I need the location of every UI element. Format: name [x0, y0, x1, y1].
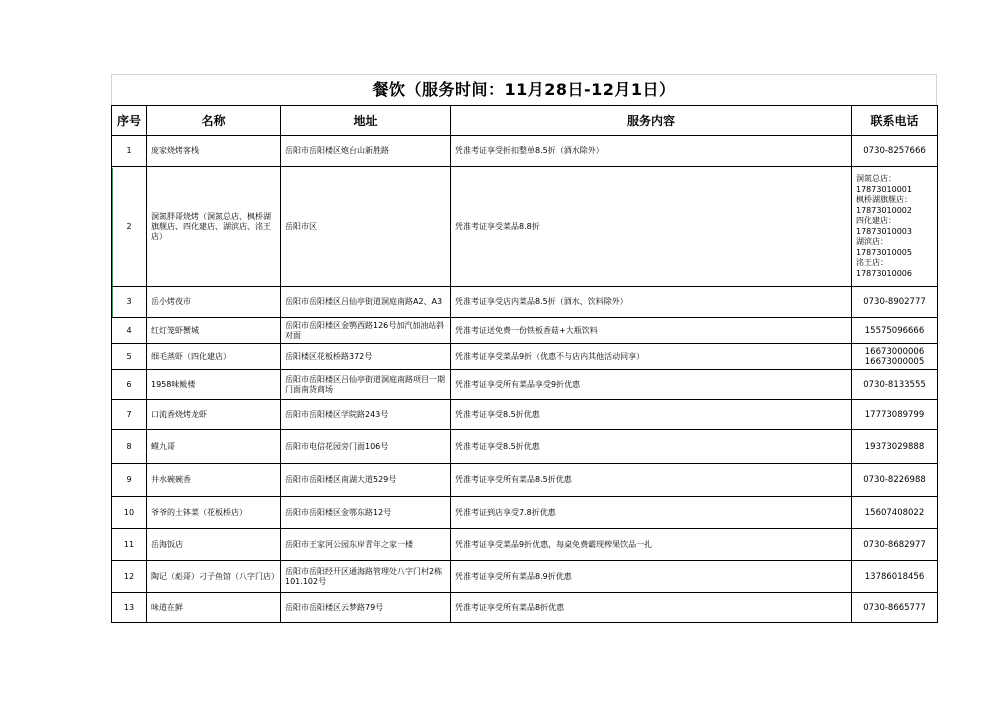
- cell-name: 蟆九哥: [147, 430, 281, 464]
- cell-address: 岳阳市王家河公园东岸青年之家一楼: [281, 529, 451, 561]
- cell-phone: 13786018456: [852, 561, 938, 593]
- cell-service: 凭准考证享受所有菜品享受9折优惠: [451, 370, 852, 400]
- cell-phone: 0730-8682977: [852, 529, 938, 561]
- phone-line: 17873010006: [856, 268, 912, 278]
- phone-line: 17873010005: [856, 247, 912, 257]
- cell-seq: 12: [112, 561, 147, 593]
- cell-seq: 4: [112, 318, 147, 344]
- cell-seq: 2: [112, 167, 147, 287]
- cell-service: 凭准考证享受8.5折优惠: [451, 430, 852, 464]
- table-row: [112, 529, 938, 561]
- cell-phone: 19373029888: [852, 430, 938, 464]
- cell-phone: 0730-8665777: [852, 593, 938, 623]
- cell-phone: 15607408022: [852, 497, 938, 529]
- cell-address: 岳阳市岳阳楼区金鄂东路12号: [281, 497, 451, 529]
- phone-line: 湖滨店：: [856, 237, 888, 246]
- cell-seq: 5: [112, 344, 147, 370]
- cell-service: 凭准考证享受菜品9折优惠，每桌免费霸现榨果饮品一扎: [451, 529, 852, 561]
- cell-service: 凭准考证到店享受7.8折优惠: [451, 497, 852, 529]
- table-row: [112, 430, 938, 464]
- cell-phone: 0730-8902777: [852, 287, 938, 318]
- table-row: [112, 287, 938, 318]
- phone-line: 洺王店：: [856, 258, 888, 267]
- header-seq: 序号: [112, 106, 147, 136]
- cell-service: 凭准考证享受所有菜品8.5折优惠: [451, 464, 852, 497]
- cell-seq: 11: [112, 529, 147, 561]
- cell-name: 1958味鲅楼: [147, 370, 281, 400]
- phone-line: 17873010002: [856, 205, 912, 215]
- cell-address: 岳阳市岳阳经开区通海路管理处八字门村2栋 101.102号: [281, 561, 451, 593]
- cell-address: 岳阳市岳阳楼区南湖大道529号: [281, 464, 451, 497]
- cell-address: 岳阳市电信花园旁门面106号: [281, 430, 451, 464]
- cell-service: 凭准考证享受所有菜品8折优惠: [451, 593, 852, 623]
- cell-seq: 10: [112, 497, 147, 529]
- header-address: 地址: [281, 106, 451, 136]
- cell-service: 凭准考证享受所有菜品8.9折优惠: [451, 561, 852, 593]
- cell-name: 口流香烧烤龙虾: [147, 400, 281, 430]
- table-row: [112, 136, 938, 167]
- header-phone: 联系电话: [852, 106, 938, 136]
- table-row: [112, 370, 938, 400]
- cell-name: 庞家烧烤客栈: [147, 136, 281, 167]
- cell-address: 岳阳市岳阳楼区炮台山新胜路: [281, 136, 451, 167]
- cell-phone: 17773089799: [852, 400, 938, 430]
- phone-line: 枫桥湖旗舰店：: [856, 195, 912, 204]
- table-row: [112, 561, 938, 593]
- table-row: [112, 400, 938, 430]
- table-row: [112, 464, 938, 497]
- cell-address: 岳阳市岳阳楼区吕仙亭街道洞庭南路项目一期门面南货商场: [281, 370, 451, 400]
- cell-seq: 13: [112, 593, 147, 623]
- cell-seq: 9: [112, 464, 147, 497]
- cell-name: 爷爷的土钵菜（花板桥店）: [147, 497, 281, 529]
- cell-name: 洞氮胖哥烧烤（洞氮总店、枫桥湖旗舰店、四化建店、湖滨店、洺王店）: [147, 167, 281, 287]
- cell-name: 味道在鲜: [147, 593, 281, 623]
- table-row: [112, 318, 938, 344]
- table-row: [112, 497, 938, 529]
- phone-line: 17873010003: [856, 226, 912, 236]
- page-title: 餐饮（服务时间：11月28日-12月1日）: [111, 74, 937, 105]
- cell-name: 红灯笼虾蟹城: [147, 318, 281, 344]
- cell-address: 岳阳市区: [281, 167, 451, 287]
- cell-phone: 0730-8226988: [852, 464, 938, 497]
- cell-seq: 3: [112, 287, 147, 318]
- table-row: [112, 593, 938, 623]
- cell-address: 岳阳市岳阳楼区金鹗西路126号加汽加油站斜对面: [281, 318, 451, 344]
- cell-seq: 6: [112, 370, 147, 400]
- cell-address: 岳阳市岳阳楼区吕仙亭街道洞庭南路A2、A3: [281, 287, 451, 318]
- cell-phone: [852, 167, 938, 287]
- cell-name: 岳小烤夜市: [147, 287, 281, 318]
- cell-service: 凭准考证享受店内菜品8.5折（酒水、饮料除外）: [451, 287, 852, 318]
- cell-address: 岳阳市岳阳楼区云梦路79号: [281, 593, 451, 623]
- cell-service: 凭准考证享受菜品8.8折: [451, 167, 852, 287]
- cell-service: 凭准考证享受8.5折优惠: [451, 400, 852, 430]
- cell-phone: 15575096666: [852, 318, 938, 344]
- phone-line: 16673000005: [864, 356, 925, 367]
- cell-service: 凭准考证享受折扣整单8.5折（酒水除外）: [451, 136, 852, 167]
- cell-seq: 1: [112, 136, 147, 167]
- cell-address: 岳阳楼区花板桥路372号: [281, 344, 451, 370]
- cell-name: 井水碗碗香: [147, 464, 281, 497]
- cell-name: 细毛蒸虾（四化建店）: [147, 344, 281, 370]
- cell-phone: [852, 344, 938, 370]
- cell-service: 凭准考证享受菜品9折（优惠不与店内其他活动同享）: [451, 344, 852, 370]
- header-row: [112, 106, 938, 136]
- restaurant-table: [111, 105, 938, 623]
- phone-line: 四化建店：: [856, 216, 896, 225]
- cell-seq: 7: [112, 400, 147, 430]
- cell-name: 陶记（彪哥）刁子鱼馆（八字门店）: [147, 561, 281, 593]
- table-row: [112, 167, 938, 287]
- cell-phone: 0730-8257666: [852, 136, 938, 167]
- header-service: 服务内容: [451, 106, 852, 136]
- phone-line: 洞氮总店：: [856, 174, 896, 183]
- table-row: [112, 344, 938, 370]
- phone-line: 16673000006: [864, 346, 925, 357]
- cell-phone: 0730-8133555: [852, 370, 938, 400]
- phone-line: 17873010001: [856, 184, 912, 194]
- spreadsheet: [111, 74, 937, 623]
- header-name: 名称: [147, 106, 281, 136]
- cell-seq: 8: [112, 430, 147, 464]
- cell-name: 岳海饭店: [147, 529, 281, 561]
- cell-service: 凭准考证送免费一份铁板香菇+大瓶饮料: [451, 318, 852, 344]
- cell-address: 岳阳市岳阳楼区学院路243号: [281, 400, 451, 430]
